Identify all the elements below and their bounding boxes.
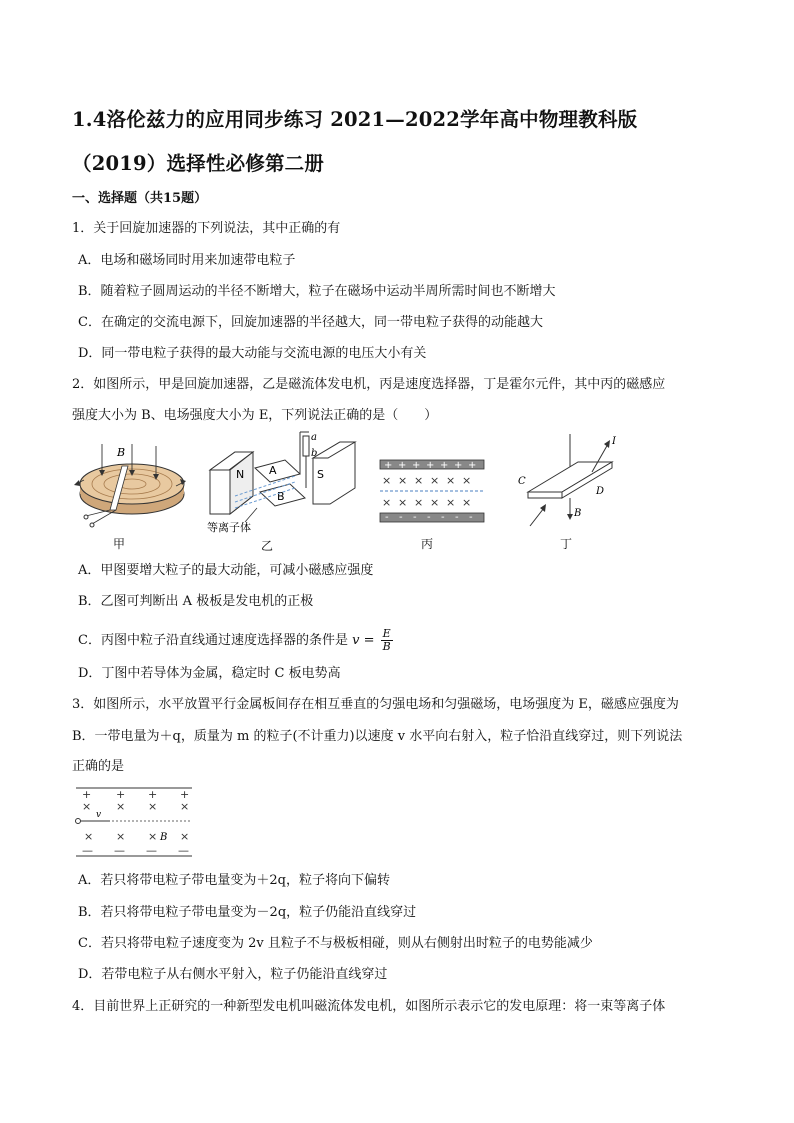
hall-element-figure xyxy=(510,432,625,530)
svg-text:+: + xyxy=(148,788,158,801)
option-c-text: C．丙图中粒子沿直线通过速度选择器的条件是 xyxy=(78,633,348,648)
cyclotron-b-label: B xyxy=(117,446,126,459)
svg-text:×: × xyxy=(430,474,440,487)
question-3-option-b: B．若只将带电粒子带电量变为－2q，粒子仍能沿直线穿过 xyxy=(78,905,417,920)
question-2-option-a: A．甲图要增大粒子的最大动能，可减小磁感应强度 xyxy=(78,563,374,578)
question-3-stem-line-3: 正确的是 xyxy=(72,759,125,774)
svg-text:+: + xyxy=(116,788,126,801)
svg-text:×: × xyxy=(382,496,392,509)
svg-text:+: + xyxy=(426,460,435,471)
fraction-denominator: B xyxy=(382,640,391,653)
question-2-option-b: B．乙图可判断出 A 极板是发电机的正极 xyxy=(78,594,314,609)
svg-text:-: - xyxy=(469,512,473,523)
svg-text:×: × xyxy=(462,496,472,509)
field-b-label: B xyxy=(574,508,582,519)
svg-text:+: + xyxy=(468,460,477,471)
option-c-lhs: v = xyxy=(352,633,375,648)
svg-text:-: - xyxy=(399,512,403,523)
caption-bing: 丙 xyxy=(421,537,434,551)
cyclotron-figure xyxy=(72,436,190,532)
question-1-option-a: A．电场和磁场同时用来加速带电粒子 xyxy=(78,253,296,268)
velocity-v-label: v xyxy=(96,810,102,820)
section-heading: 一、选择题（共15题） xyxy=(72,191,208,206)
terminal-b-label: b xyxy=(311,448,318,459)
svg-text:-: - xyxy=(441,512,445,523)
svg-text:+: + xyxy=(398,460,407,471)
question-1-option-c: C．在确定的交流电源下，回旋加速器的半径越大，同一带电粒子获得的动能越大 xyxy=(78,315,543,330)
svg-text:-: - xyxy=(455,512,459,523)
magnet-s-label: S xyxy=(317,468,324,481)
question-3-option-d: D．若带电粒子从右侧水平射入，粒子仍能沿直线穿过 xyxy=(78,967,388,982)
svg-text:+: + xyxy=(440,460,449,471)
svg-text:-: - xyxy=(427,512,431,523)
plate-b-label: B xyxy=(277,490,285,503)
svg-text:—: — xyxy=(146,844,157,857)
svg-text:×: × xyxy=(116,830,126,843)
svg-text:×: × xyxy=(398,474,408,487)
question-1-stem: 1．关于回旋加速器的下列说法，其中正确的有 xyxy=(72,221,341,236)
question-4-stem-line-1: 4．目前世界上正研究的一种新型发电机叫磁流体发电机，如图所示表示它的发电原理：将一束等离子体 xyxy=(72,999,666,1014)
svg-text:×: × xyxy=(382,474,392,487)
question-2-option-d: D．丁图中若导体为金属，稳定时 C 板电势高 xyxy=(78,666,341,681)
svg-text:×: × xyxy=(180,830,190,843)
svg-text:×: × xyxy=(430,496,440,509)
current-i-label: I xyxy=(612,436,616,447)
svg-text:×: × xyxy=(84,830,94,843)
svg-text:×: × xyxy=(398,496,408,509)
svg-text:+: + xyxy=(412,460,421,471)
svg-text:×: × xyxy=(148,800,158,813)
svg-text:—: — xyxy=(82,844,93,857)
svg-text:×: × xyxy=(180,800,190,813)
question-2-stem-line-2: 强度大小为 B、电场强度大小为 E，下列说法正确的是（ ） xyxy=(72,408,438,423)
terminal-a-label: a xyxy=(311,432,317,443)
svg-text:×: × xyxy=(116,800,126,813)
svg-text:×: × xyxy=(462,474,472,487)
fraction-numerator: E xyxy=(382,627,391,640)
svg-text:+: + xyxy=(454,460,463,471)
svg-text:×: × xyxy=(446,474,456,487)
plasma-label: 等离子体 xyxy=(207,521,251,534)
question-3-stem-line-1: 3．如图所示，水平放置平行金属板间存在相互垂直的匀强电场和匀强磁场，电场强度为 E，磁感应强度为 xyxy=(72,697,679,712)
svg-text:+: + xyxy=(180,788,190,801)
question-1-option-d: D．同一带电粒子获得的最大动能与交流电源的电压大小有关 xyxy=(78,346,427,361)
question-2-option-c xyxy=(78,628,393,653)
mhd-generator-figure xyxy=(205,430,365,535)
caption-yi: 乙 xyxy=(261,539,274,553)
svg-text:-: - xyxy=(385,512,389,523)
question-3-stem-line-2: B．一带电量为＋q，质量为 m 的粒子(不计重力)以速度 v 水平向右射入，粒子恰沿直线穿过，则下列说法 xyxy=(72,729,683,744)
svg-text:×: × xyxy=(148,830,158,843)
svg-text:×: × xyxy=(446,496,456,509)
velocity-selector-figure xyxy=(378,458,486,524)
magnet-n-label: N xyxy=(236,468,245,481)
question-3-option-a: A．若只将带电粒子带电量变为＋2q，粒子将向下偏转 xyxy=(78,873,390,888)
svg-text:×: × xyxy=(82,800,92,813)
field-b-label: B xyxy=(160,832,168,843)
svg-text:+: + xyxy=(384,460,393,471)
svg-text:—: — xyxy=(114,844,125,857)
question-3-option-c: C．若只将带电粒子速度变为 2v 且粒子不与极板相碰，则从右侧射出时粒子的电势能减少 xyxy=(78,936,593,951)
side-c-label: C xyxy=(518,476,526,487)
option-c-fraction xyxy=(381,628,393,653)
svg-text:-: - xyxy=(413,512,417,523)
svg-text:+: + xyxy=(82,788,92,801)
plate-a-label: A xyxy=(269,464,277,477)
side-d-label: D xyxy=(596,486,605,497)
document-title-line-2: （2019）选择性必修第二册 xyxy=(72,152,325,175)
question-2-stem-line-1: 2．如图所示，甲是回旋加速器，乙是磁流体发电机，丙是速度选择器，丁是霍尔元件，其中丙的磁感应 xyxy=(72,377,666,392)
svg-text:×: × xyxy=(414,474,424,487)
question-1-option-b: B．随着粒子圆周运动的半径不断增大，粒子在磁场中运动半周所需时间也不断增大 xyxy=(78,284,556,299)
parallel-plates-figure xyxy=(72,786,196,860)
caption-ding: 丁 xyxy=(560,537,573,551)
document-title-line-1: 1.4洛伦兹力的应用同步练习 2021—2022学年高中物理教科版 xyxy=(72,108,638,131)
caption-jia: 甲 xyxy=(113,537,126,551)
svg-text:×: × xyxy=(414,496,424,509)
svg-text:—: — xyxy=(178,844,189,857)
